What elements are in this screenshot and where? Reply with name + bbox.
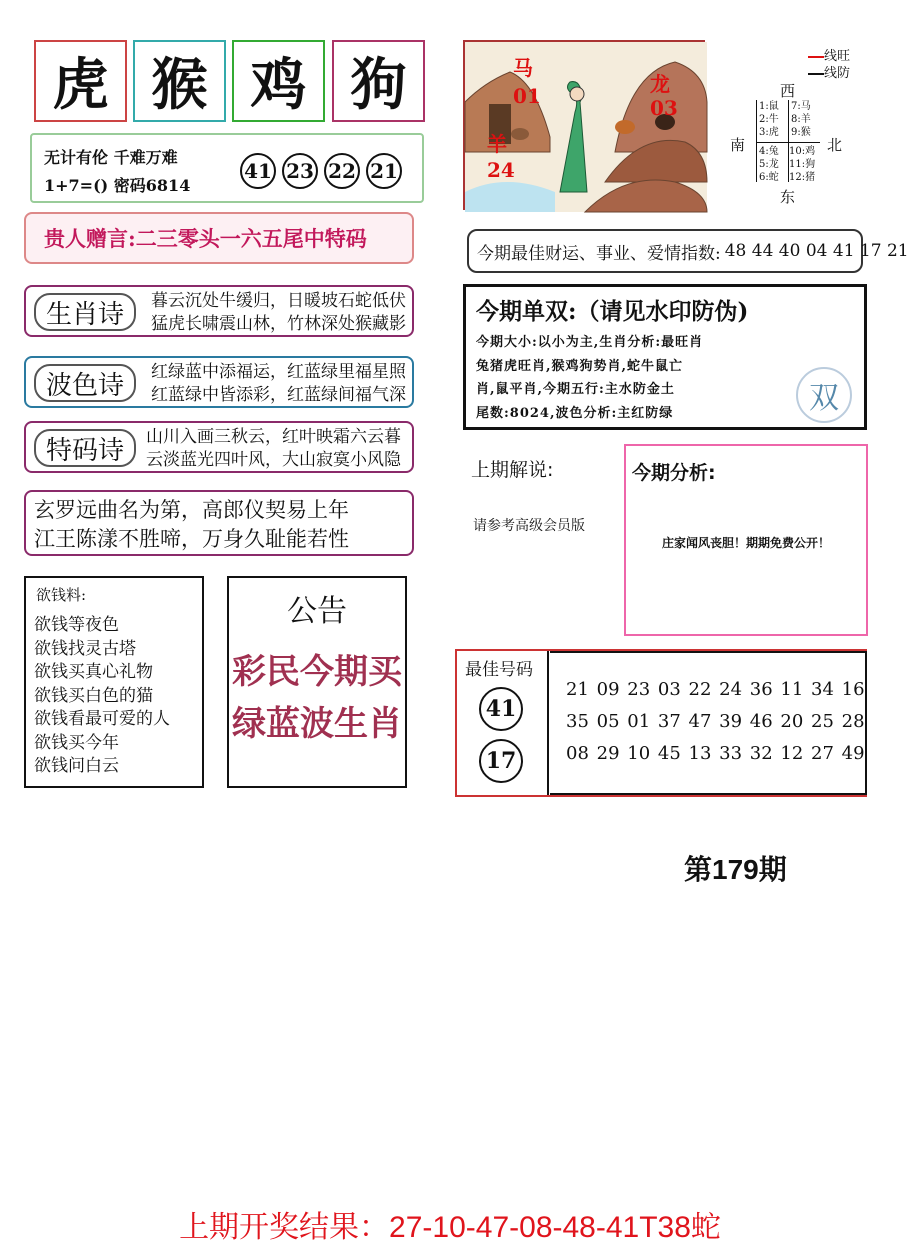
number-row: 08 29 10 45 13 33 32 12 27 49 xyxy=(566,743,865,764)
info-line-1: 无计有伦 千难万难 xyxy=(44,148,178,167)
legend-label: 线旺 xyxy=(824,49,851,64)
poem-zodiac xyxy=(24,285,414,337)
poem-wave-color xyxy=(24,356,414,408)
zodiac-box-4 xyxy=(332,40,425,122)
gift-text: 贵人赠言:二三零头一六五尾中特码 xyxy=(44,226,367,251)
compass-item: 10:鸡 xyxy=(789,146,816,157)
compass-item: 3:虎 xyxy=(759,127,779,138)
notice-title: 公告 xyxy=(287,594,347,629)
last-period-note: 请参考高级会员版 xyxy=(473,518,585,534)
list-item: 欲钱等夜色 xyxy=(34,615,119,635)
big-poem xyxy=(24,490,414,556)
pic-label-num: 24 xyxy=(487,158,515,182)
compass-item: 1:鼠 xyxy=(759,101,779,112)
last-period-title: 上期解说: xyxy=(471,459,554,481)
odd-even-line: 今期大小:以小为主,生肖分析:最旺肖 xyxy=(476,335,704,350)
compass-item: 6:蛇 xyxy=(759,172,779,183)
number-row: 35 05 01 37 47 39 46 20 25 28 xyxy=(566,711,865,732)
fortune-numbers: 48 44 40 04 41 17 21 xyxy=(724,241,909,261)
compass-item: 2:牛 xyxy=(759,114,779,125)
poem-line: 暮云沉处牛缓归，日暖坡石蛇低伏 xyxy=(151,291,406,311)
odd-even-line: 尾数:8024,波色分析:主红防绿 xyxy=(476,405,674,421)
number-circle: 23 xyxy=(282,153,318,189)
compass-axis xyxy=(756,142,820,143)
compass-item: 7:马 xyxy=(791,101,811,112)
fortune-box xyxy=(467,229,909,273)
list-item: 欲钱买真心礼物 xyxy=(34,662,153,682)
info-box xyxy=(30,133,424,203)
legend xyxy=(808,48,850,82)
compass-item: 5:龙 xyxy=(759,159,779,170)
odd-even-title: 今期单双:（请见水印防伪) xyxy=(476,298,749,325)
big-poem-line: 玄罗远曲名为第，高郎仪契易上年 xyxy=(34,498,349,522)
zodiac-box-1 xyxy=(34,40,127,122)
zodiac-text: 狗 xyxy=(350,52,407,118)
odd-even-line: 兔猪虎旺肖,猴鸡狗势肖,蛇牛鼠亡 xyxy=(476,358,684,374)
analysis-text: 庄家闻风丧胆！期期免费公开！ xyxy=(661,536,830,550)
compass-east: 东 xyxy=(780,188,796,206)
notice-line: 绿蓝波生肖 xyxy=(232,704,402,744)
number-circle: 21 xyxy=(366,153,402,189)
compass-item: 9:猴 xyxy=(791,127,811,138)
poem-line: 云淡蓝光四叶风，大山寂寞小风隐 xyxy=(146,450,401,470)
poem-special xyxy=(24,421,414,473)
seal-stamp: 双 xyxy=(796,367,852,423)
zodiac-text: 虎 xyxy=(52,52,109,118)
notice-line: 彩民今期买 xyxy=(232,652,402,692)
compass-axis xyxy=(756,100,757,182)
poem-tag: 生肖诗 xyxy=(34,293,136,331)
poem-line: 猛虎长啸震山林，竹林深处猴藏影 xyxy=(151,314,406,334)
fortune-label: 今期最佳财运、事业、爱情指数: xyxy=(477,243,721,264)
compass-item: 4:兔 xyxy=(759,146,779,157)
pic-label-num: 01 xyxy=(513,84,541,108)
zodiac-box-2 xyxy=(133,40,226,122)
compass-group xyxy=(791,100,811,139)
analysis-title: 今期分析: xyxy=(632,462,716,484)
compass-north: 北 xyxy=(827,136,843,154)
legend-line-black xyxy=(808,73,824,75)
yuqianliao-list xyxy=(34,614,170,779)
best-numbers-box xyxy=(455,649,867,797)
info-line-2: 1+7=() 密码6814 xyxy=(44,176,191,195)
best-number-circle: 41 xyxy=(479,687,523,731)
compass-group xyxy=(759,145,779,184)
info-numbers xyxy=(240,153,408,189)
compass-west: 西 xyxy=(780,82,796,100)
period-number: 第179期 xyxy=(684,854,787,885)
list-item: 欲钱看最可爱的人 xyxy=(34,709,170,729)
list-item: 欲钱买白色的猫 xyxy=(34,685,153,706)
compass-item: 11:狗 xyxy=(789,159,816,170)
compass xyxy=(730,80,850,205)
number-circle: 41 xyxy=(240,153,276,189)
pic-label-zodiac: 龙 xyxy=(650,72,670,96)
best-number-circle: 17 xyxy=(479,739,523,783)
zodiac-text: 猴 xyxy=(151,52,208,118)
compass-item: 12:猪 xyxy=(789,172,816,183)
odd-even-line: 肖,鼠平肖,今期五行:主水防金土 xyxy=(476,382,675,397)
list-item: 欲钱买今年 xyxy=(34,732,119,753)
illustration-scene xyxy=(465,42,707,212)
list-item: 欲钱问白云 xyxy=(34,756,119,776)
compass-item: 8:羊 xyxy=(791,114,811,125)
number-circle: 22 xyxy=(324,153,360,189)
zodiac-box-3 xyxy=(232,40,325,122)
big-poem-line: 江王陈漾不胜啼，万身久耻能若性 xyxy=(34,527,349,551)
poem-line: 红绿蓝中添福运，红蓝绿里福星照 xyxy=(151,362,406,382)
last-result: 上期开奖结果：27-10-47-08-48-41T38蛇 xyxy=(179,1211,721,1244)
best-numbers-left xyxy=(457,651,549,795)
zodiac-text: 鸡 xyxy=(250,52,307,118)
compass-group xyxy=(789,145,815,184)
number-row: 21 09 23 03 22 24 36 11 34 16 xyxy=(566,679,865,700)
notice-box xyxy=(227,576,407,788)
compass-south: 南 xyxy=(730,136,746,154)
illustration xyxy=(463,40,705,210)
legend-line-red xyxy=(808,56,824,58)
best-numbers-title: 最佳号码 xyxy=(465,660,533,680)
best-numbers-grid xyxy=(550,651,867,795)
compass-group xyxy=(759,100,779,139)
analysis-box xyxy=(624,444,868,636)
yuqianliao-title: 欲钱料: xyxy=(36,586,87,604)
odd-even-lines xyxy=(476,331,703,425)
poem-tag: 特码诗 xyxy=(34,429,136,467)
pic-label-num: 03 xyxy=(650,96,678,120)
yuqianliao-box xyxy=(24,576,204,788)
legend-label: 线防 xyxy=(824,66,851,81)
pic-label-zodiac: 马 xyxy=(513,56,533,80)
list-item: 欲钱找灵古塔 xyxy=(34,638,136,659)
pic-label-zodiac: 羊 xyxy=(487,132,507,156)
poem-tag: 波色诗 xyxy=(34,364,136,402)
odd-even-box xyxy=(463,284,867,430)
poem-line: 红蓝绿中皆添彩，红蓝绿间福气深 xyxy=(151,385,406,405)
poem-line: 山川入画三秋云，红叶映霜六云暮 xyxy=(146,427,401,447)
gift-banner xyxy=(24,212,414,264)
